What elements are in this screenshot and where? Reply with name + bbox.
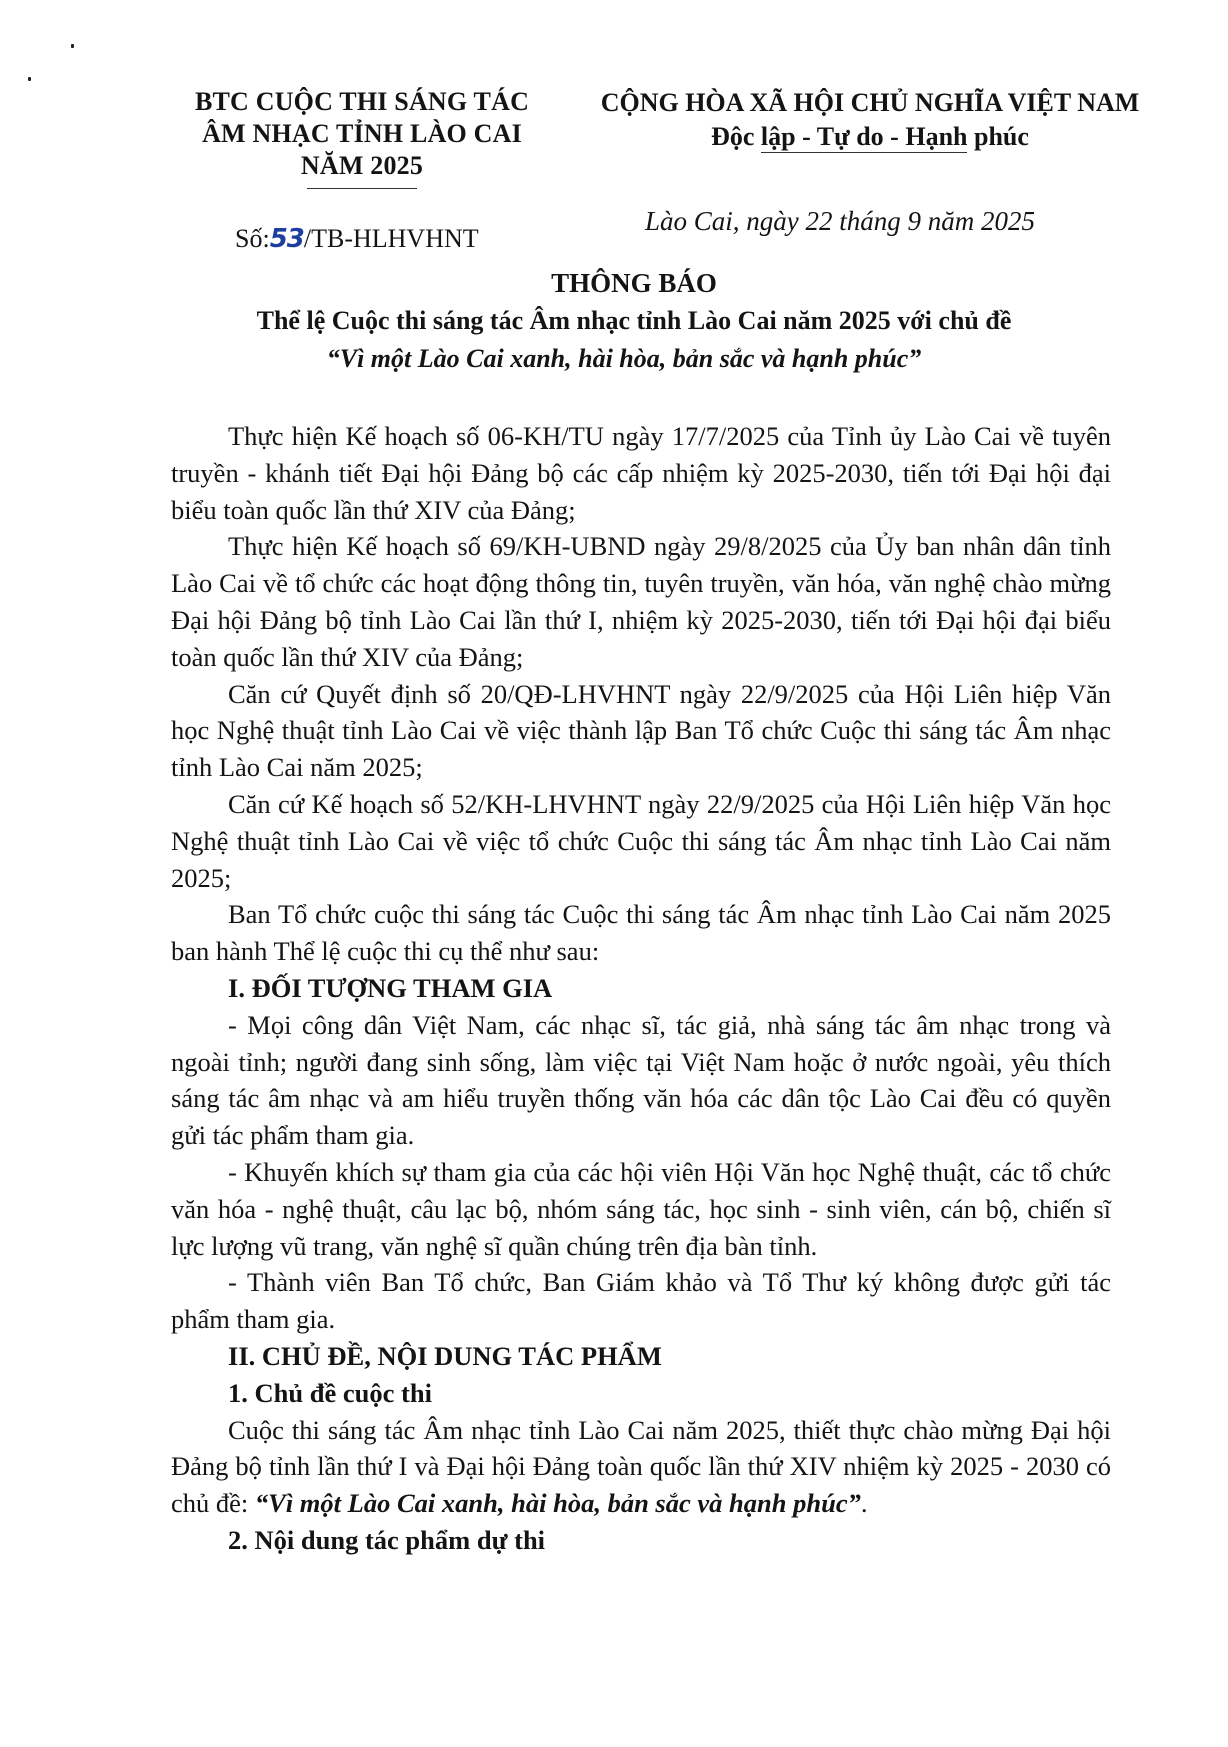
motto-suffix: phúc (967, 122, 1029, 151)
section-1-item: - Mọi công dân Việt Nam, các nhạc sĩ, tác giả, nhà sáng tác âm nhạc trong và ngoài tỉnh; người đang sinh sống, làm việc tại Việt Nam hoặc ở nước ngoài, yêu thích sáng tác âm nhạc và am hiểu truyền thống văn hóa các dân tộc Lào Cai đều có quyền gửi tác phẩm tham gia. (171, 1009, 1111, 1151)
theme-emphasis: “Vì một Lào Cai xanh, hài hòa, bản sắc và hạnh phúc” (254, 1488, 861, 1519)
section-2-1-heading: 1. Chủ đề cuộc thi (228, 1377, 432, 1408)
national-header-block (570, 86, 1170, 154)
document-body (171, 418, 1111, 1559)
scan-speck (28, 77, 31, 81)
document-number-prefix: Số: (235, 224, 270, 253)
document-number (235, 224, 479, 254)
motto-underlined: lập - Tự do - Hạnh (760, 122, 968, 151)
preamble-paragraph: Căn cứ Kế hoạch số 52/KH-LHVHNT ngày 22/9/2025 của Hội Liên hiệp Văn học Nghệ thuật tỉnh Lào Cai về việc tổ chức Cuộc thi sáng tác Âm nhạc tỉnh Lào Cai năm 2025; (171, 788, 1111, 893)
preamble-paragraph: Thực hiện Kế hoạch số 69/KH-UBND ngày 29/8/2025 của Ủy ban nhân dân tỉnh Lào Cai về tổ chức các hoạt động thông tin, tuyên truyền, văn hóa, văn nghệ chào mừng Đại hội Đảng bộ tỉnh Lào Cai lần thứ I, nhiệm kỳ 2025-2030, tiến tới Đại hội đại biểu toàn quốc lần thứ XIV của Đảng; (171, 531, 1111, 672)
handwritten-number: 53 (269, 224, 304, 254)
section-2-1-paragraph (171, 1412, 1111, 1522)
preamble-paragraph: Căn cứ Quyết định số 20/QĐ-LHVHNT ngày 22/9/2025 của Hội Liên hiệp Văn học Nghệ thuật tỉnh Lào Cai về việc thành lập Ban Tổ chức Cuộc thi sáng tác Âm nhạc tỉnh Lào Cai năm 2025; (171, 678, 1111, 783)
national-title: CỘNG HÒA XÃ HỘI CHỦ NGHĨA VIỆT NAM (600, 88, 1140, 117)
organizer-block (182, 86, 542, 189)
theme-trailing-period: . (860, 1488, 868, 1519)
title-block (0, 264, 1228, 378)
preamble-paragraph: Ban Tổ chức cuộc thi sáng tác Cuộc thi sáng tác Âm nhạc tỉnh Lào Cai năm 2025 ban hành Thể lệ cuộc thi cụ thể như sau: (171, 899, 1111, 967)
motto-prefix: Độc (711, 122, 761, 151)
organizer-line-1: BTC CUỘC THI SÁNG TÁC (194, 87, 530, 116)
preamble-paragraph: Thực hiện Kế hoạch số 06-KH/TU ngày 17/7/2025 của Tỉnh ủy Lào Cai về tuyên truyền - khánh tiết Đại hội Đảng bộ các cấp nhiệm kỳ 2025-2030, tiến tới Đại hội đại biểu toàn quốc lần thứ XIV của Đảng; (171, 421, 1111, 525)
national-motto (570, 120, 1170, 154)
theme-quote: “Vì một Lào Cai xanh, hài hòa, bản sắc và hạnh phúc” (326, 344, 922, 373)
section-1-item: - Khuyến khích sự tham gia của các hội viên Hội Văn học Nghệ thuật, các tổ chức văn hóa - nghệ thuật, câu lạc bộ, nhóm sáng tác, học sinh - sinh viên, cán bộ, chiến sĩ lực lượng vũ trang, văn nghệ sĩ quần chúng trên địa bàn tỉnh. (171, 1156, 1111, 1261)
section-2-heading: II. CHỦ ĐỀ, NỘI DUNG TÁC PHẨM (228, 1340, 662, 1371)
organizer-line-2: ÂM NHẠC TỈNH LÀO CAI (202, 119, 522, 148)
section-1-item: - Thành viên Ban Tổ chức, Ban Giám khảo và Tổ Thư ký không được gửi tác phẩm tham gia. (171, 1267, 1111, 1335)
document-subject: Thể lệ Cuộc thi sáng tác Âm nhạc tỉnh Lào Cai năm 2025 với chủ đề (256, 306, 1012, 335)
document-number-suffix: /TB-HLHVHNT (303, 224, 479, 253)
theme-intro-text: Cuộc thi sáng tác Âm nhạc tỉnh Lào Cai năm 2025, thiết thực chào mừng Đại hội Đảng bộ tỉnh lần thứ I và Đại hội Đảng toàn quốc lần thứ XIV nhiệm kỳ 2025 - 2030 có chủ đề: (171, 1414, 1111, 1519)
section-1-heading: I. ĐỐI TƯỢNG THAM GIA (228, 972, 553, 1003)
organizer-underline (307, 188, 417, 189)
document-type-title: THÔNG BÁO (551, 268, 717, 298)
section-2-2-heading: 2. Nội dung tác phẩm dự thi (228, 1524, 546, 1555)
scan-speck (71, 44, 74, 48)
place-and-date: Lào Cai, ngày 22 tháng 9 năm 2025 (645, 206, 1036, 236)
organizer-line-3: NĂM 2025 (300, 151, 424, 180)
